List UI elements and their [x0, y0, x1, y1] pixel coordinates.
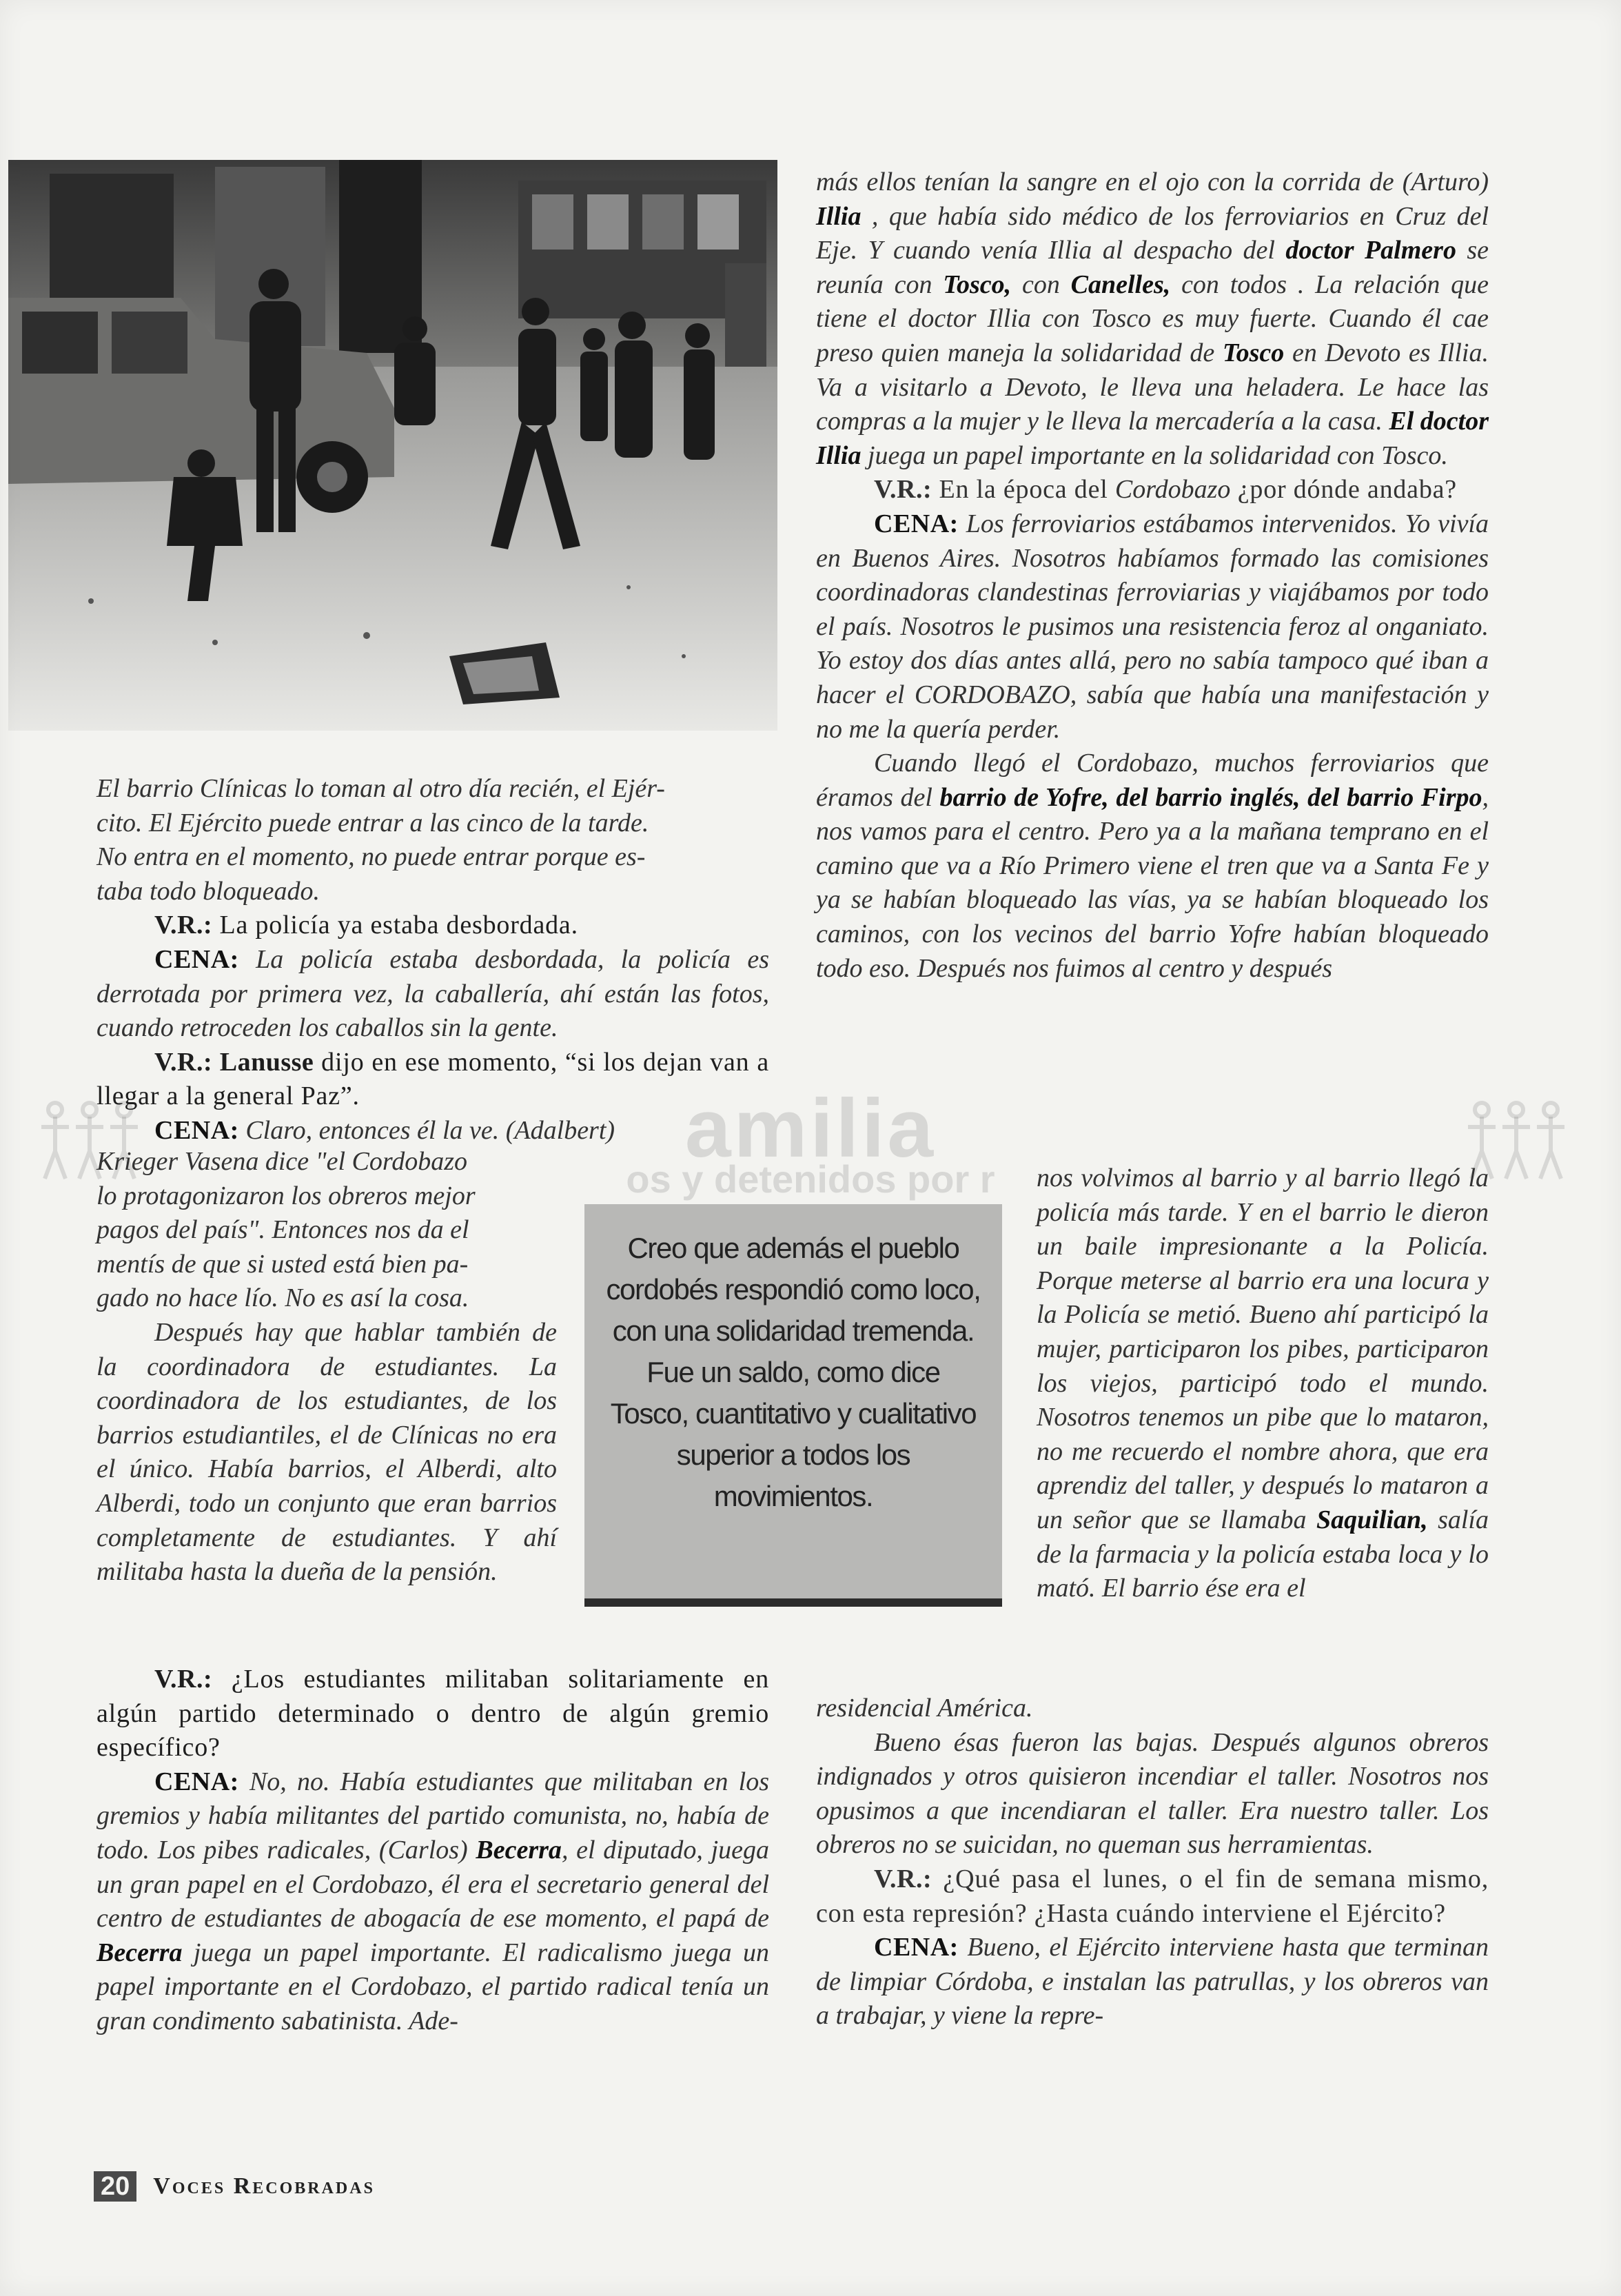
question-paragraph	[96, 908, 769, 943]
caption-line: cito. El Ejército puede entrar a las cinco de la tarde.	[96, 808, 649, 837]
left-column-upper	[96, 772, 769, 1148]
answer-text: salía de la farmacia y la policía estaba loca y lo mató. El barrio ése era el	[1037, 1505, 1489, 1603]
page-footer	[94, 2171, 375, 2202]
answer-continuation	[96, 1145, 557, 1316]
speaker-label-cena: CENA:	[154, 944, 239, 974]
name-barrios: barrio de Yofre, del barrio inglés, del barrio Firpo	[939, 782, 1482, 812]
answer-continuation	[1037, 1161, 1489, 1606]
question-text: Cordobazo	[1114, 475, 1231, 505]
answer-text: se reunía con	[816, 236, 1489, 299]
photo-image	[8, 160, 777, 731]
speaker-label-cena: CENA:	[874, 509, 959, 538]
right-column-upper	[816, 165, 1489, 986]
answer-text: , que había sido médico de los ferroviarios en Cruz del Eje. Y cuando venía Illia al despacho del	[816, 201, 1489, 265]
left-column-narrow	[96, 1145, 557, 1589]
caption-line: No entra en el momento, no puede entrar porque es-	[96, 842, 646, 872]
question-paragraph	[96, 1663, 769, 1765]
answer-text: No, no. Había estudiantes que militaban en los gremios y había militantes del partido comunista, no, había de todo. Los pibes radicales, (Carlos)	[96, 1767, 769, 1865]
pull-quote-box	[584, 1204, 1002, 1607]
watermark-sub-text: os y detenidos por r	[626, 1157, 995, 1201]
answer-paragraph: Después hay que hablar también de la coordinadora de estudiantes. La coordinadora de los estudiantes, de los barrios estudiantiles, el de Clínicas no era el único. Había barrios, el Alberdi, alto Alberdi, todo un conjunto que eran barrios completamente de estudiantes. Y ahí militaba hasta la dueña de la pensión.	[96, 1317, 557, 1587]
answer-paragraph	[96, 1765, 769, 2039]
question-paragraph	[816, 473, 1489, 507]
answer-text: más ellos tenían la sangre en el ojo con la corrida de (Arturo)	[816, 167, 1489, 196]
question-text: ¿por dónde andaba?	[1230, 475, 1457, 505]
answer-continuation	[816, 165, 1489, 473]
question-text: En la época del	[932, 475, 1115, 505]
answer-text: nos volvimos al barrio y al barrio llegó la policía más tarde. Y en el barrio le dieron un baile impresionante a la Policía. Porque meterse al barrio era una locura y la Policía se metió. Bueno ahí participó la mujer, participaron los pibes, participaron los viejos, participó todo el mundo. Nosotros tenemos un pibe que lo mataron, no me recuerdo el nombre ahora, que era aprendiz del taller, y después lo mataron a un señor que se llamaba	[1037, 1164, 1489, 1534]
question-text: dijo en ese momento, “si los dejan van a llegar a la general Paz”.	[96, 1047, 770, 1111]
answer-paragraph: Bueno ésas fueron las bajas. Después algunos obreros indignados y otros quisieron incendiar el taller. Nosotros nos opusimos a que incendiaran el taller. Era nuestro taller. Los obreros no se suicidan, no queman sus herramientas.	[816, 1727, 1489, 1860]
street-photo	[8, 160, 777, 731]
answer-paragraph	[816, 507, 1489, 746]
name-tosco: Tosco	[1222, 338, 1285, 367]
answer-text: Bueno, el Ejército interviene hasta que terminan de limpiar Córdoba, e instalan las patrullas, y los obreros van a trabajar, y viene la repre-	[816, 1933, 1489, 2031]
text-line: pagos del país". Entonces nos da el	[96, 1215, 469, 1245]
text-line: mentís de que si usted está bien pa-	[96, 1249, 469, 1279]
answer-text: Los ferroviarios estábamos intervenidos. Yo vivía en Buenos Aires. Nosotros habíamos formado las comisiones coordinadoras clandestinas ferroviarias y viajábamos por todo el país. Nosotros le pusimos una resistencia feroz al onganiato. Yo estoy dos días antes allá, pero no sabía tampoco qué iban a hacer el CORDOBAZO, sabía que había una manifestación y no me la quería perder.	[816, 509, 1489, 744]
name-illia: El doctor Illia	[816, 407, 1489, 470]
text-line: gado no hace lío. No es así la cosa.	[96, 1283, 469, 1313]
question-text: ¿Los estudiantes militaban solitariamente en algún partido determinado o dentro de algún gremio específico?	[96, 1665, 769, 1762]
answer-text: en Devoto es Illia. Va a visitarlo a Devoto, le lleva una heladera. Le hace las compras a la mujer y le lleva la mercadería a la casa.	[816, 338, 1489, 436]
answer-paragraph	[816, 1931, 1489, 2033]
question-text: La policía ya estaba desbordada.	[212, 911, 578, 940]
answer-paragraph	[96, 943, 769, 1046]
answer-paragraph	[96, 1114, 769, 1148]
question-paragraph	[816, 1862, 1489, 1931]
question-text: ¿Qué pasa el lunes, o el fin de semana mismo, con esta represión? ¿Hasta cuándo interviene el Ejército?	[816, 1864, 1489, 1928]
answer-text: , nos vamos para el centro. Pero ya a la mañana temprano en el camino que va a Río Primero viene el tren que va a Santa Fe y ya se habían bloqueado las vías, ya se habían bloqueado los caminos, con los vecinos del barrio Yofre habían bloqueado todo eso. Después nos fuimos al centro y después	[816, 782, 1489, 983]
speaker-label-cena: CENA:	[154, 1767, 239, 1796]
right-column-lower	[816, 1694, 1489, 2033]
speaker-label-vr: V.R.:	[874, 475, 932, 505]
speaker-label-cena: CENA:	[874, 1933, 959, 1962]
photo-caption	[96, 772, 769, 908]
name-illia: Illia	[816, 201, 862, 231]
answer-text: Cuando llegó el Cordobazo, muchos ferroviarios que éramos del	[816, 749, 1489, 812]
left-column-lower	[96, 1663, 769, 2039]
right-column-narrow	[1037, 1161, 1489, 1606]
watermark-main-text: amilia	[684, 1082, 937, 1175]
caption-line: taba todo bloqueado.	[96, 876, 320, 906]
page-number: 20	[94, 2171, 136, 2202]
name-saquilian: Saquilian,	[1316, 1505, 1428, 1534]
speaker-label-cena: CENA:	[154, 1115, 239, 1145]
name-tosco: Tosco,	[943, 270, 1012, 299]
name-becerra: Becerra	[96, 1938, 183, 1967]
answer-text: juega un papel importante en la solidaridad con Tosco.	[861, 440, 1448, 470]
answer-text: con todos . La relación que tiene el doctor Illia con Tosco es muy fuerte. Cuando él cae preso quien maneja la solidaridad de	[816, 270, 1489, 367]
magazine-title: Voces Recobradas	[153, 2173, 375, 2199]
text-line: Krieger Vasena dice "el Cordobazo	[96, 1147, 468, 1176]
answer-paragraph	[816, 746, 1489, 986]
speaker-label-vr: V.R.:	[154, 911, 213, 940]
pull-quote-text: Creo que además el pueblo cordobés respondió como loco, con una solidaridad tremenda. Fue un saldo, como dice Tosco, cuantitativo y cualitativo superior a todos los movimientos.	[606, 1232, 981, 1512]
name-canelles: Canelles,	[1070, 270, 1171, 299]
caption-line: El barrio Clínicas lo toman al otro día recién, el Ejér-	[96, 774, 665, 803]
answer-text: Claro, entonces él la ve. (Adalbert)	[238, 1115, 615, 1145]
speaker-label-vr: V.R.:	[154, 1665, 213, 1694]
question-paragraph	[96, 1046, 769, 1114]
text-line: lo protagonizaron los obreros mejor	[96, 1181, 476, 1210]
answer-text: con	[1011, 270, 1071, 299]
answer-text: juega un papel importante. El radicalismo juega un papel importante en el Cordobazo, el partido radical tenía un gran condimento sabatinista. Ade-	[96, 1938, 769, 2035]
speaker-label-vr: V.R.: Lanusse	[154, 1047, 314, 1077]
answer-text: La policía estaba desbordada, la policía es derrotada por primera vez, la caballería, ahí están las fotos, cuando retroceden los caballos sin la gente.	[96, 944, 769, 1043]
speaker-label-vr: V.R.:	[874, 1864, 932, 1893]
name-becerra: Becerra	[476, 1835, 562, 1865]
name-palmero: doctor Palmero	[1285, 236, 1456, 265]
answer-continuation: residencial América.	[816, 1694, 1033, 1723]
answer-text: , el diputado, juega un gran papel en el Cordobazo, él era el secretario general del centro de estudiantes de abogacía de ese momento, el papá de	[96, 1835, 769, 1933]
